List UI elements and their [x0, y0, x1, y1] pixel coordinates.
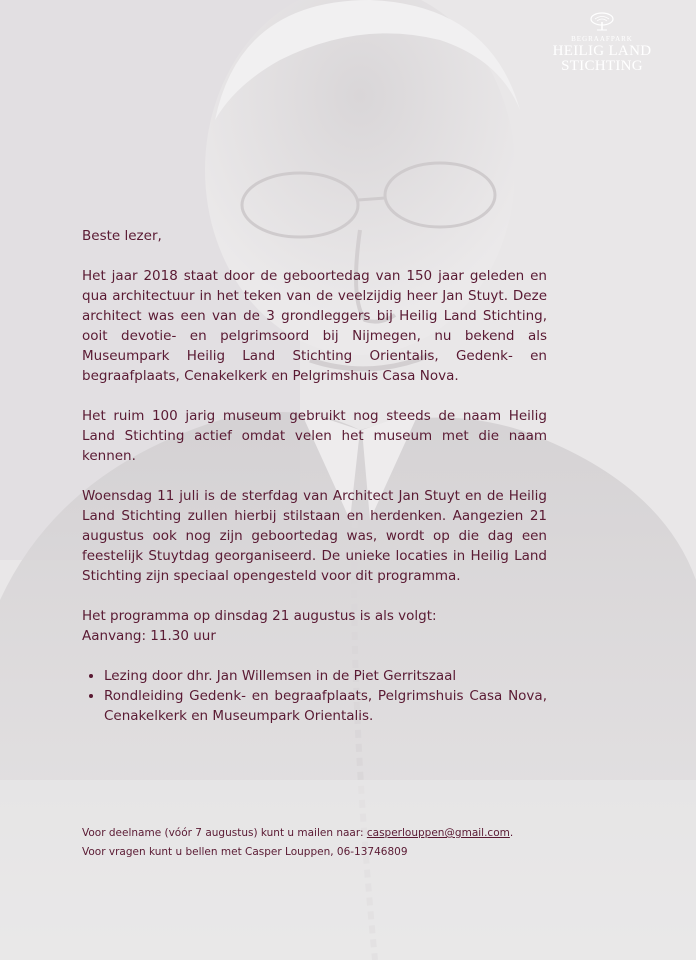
paragraph-stuytdag: Woensdag 11 juli is de sterfdag van Architect Jan Stuyt en de Heilig Land Stichting zullen hierbij stilstaan en herdenken. Aangezien 21 augustus ook nog zijn geboortedag was, wordt op die dag een feestelijk Stuytdag georganiseerd. De unieke locaties in Heilig Land Stichting zijn speciaal opengesteld voor dit programma.	[82, 488, 547, 584]
registration-suffix: .	[509, 827, 514, 839]
program-item: • Rondleiding Gedenk- en begraafplaats, Pelgrimshuis Casa Nova, Cenakelkerk en Museumpark Orientalis.	[104, 686, 547, 726]
program-intro: Het programma op dinsdag 21 augustus is als volgt:	[82, 608, 437, 624]
paragraph-intro: Het jaar 2018 staat door de geboortedag van 150 jaar geleden en qua architectuur in het teken van de veelzijdig heer Jan Stuyt. Deze architect was een van de 3 grondleggers bij Heilig Land Stichting, ooit devotie- en pelgrimsoord bij Nijmegen, nu bekend als Museumpark Heilig Land Stichting Orientalis, Gedenk- en begraafplaats, Cenakelkerk en Pelgrimshuis Casa Nova.	[82, 268, 547, 384]
program-list	[82, 666, 547, 726]
logo-line-1: HEILIG LAND	[552, 43, 652, 59]
registration-line	[82, 824, 602, 843]
program-item: • Lezing door dhr. Jan Willemsen in de Piet Gerritszaal	[104, 666, 547, 686]
registration-text: Voor deelname (vóór 7 augustus) kunt u mailen naar:	[82, 827, 367, 839]
paragraph-museum: Het ruim 100 jarig museum gebruikt nog steeds de naam Heilig Land Stichting actief omdat velen het museum met die naam kennen.	[82, 408, 547, 464]
contact-footer	[82, 824, 602, 862]
heilig-land-stichting-logo	[552, 12, 652, 74]
phone-line: Voor vragen kunt u bellen met Casper Louppen, 06-13746809	[82, 846, 408, 858]
logo-line-2: STICHTING	[561, 58, 643, 74]
tree-icon	[589, 12, 615, 32]
start-time: Aanvang: 11.30 uur	[82, 628, 216, 644]
email-link[interactable]: casperlouppen@gmail.com	[366, 827, 510, 839]
letter-body	[82, 226, 547, 726]
logo-subtitle: BEGRAAFPARK	[571, 35, 633, 43]
greeting: Beste lezer,	[82, 228, 162, 244]
